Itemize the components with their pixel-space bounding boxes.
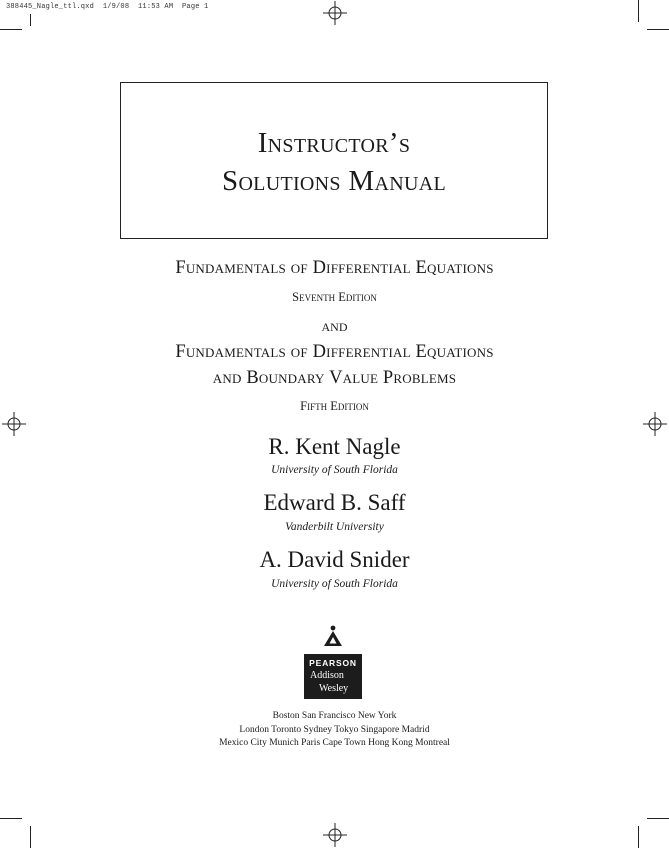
book-1-edition: Seventh Edition — [292, 290, 377, 304]
cities-line: Boston San Francisco New York — [272, 711, 397, 721]
imprint-line-2: Wesley — [319, 683, 349, 694]
book-2-edition: Fifth Edition — [300, 399, 369, 413]
conjunction: and — [321, 316, 348, 335]
print-slug: 388445_Nagle_ttl.qxd 1/9/08 11:53 AM Page 1 — [6, 3, 209, 11]
title-line-1: Instructor’s — [257, 127, 411, 159]
book-1-title: Fundamentals of Differential Equations — [175, 258, 494, 278]
registration-mark-top — [323, 1, 347, 25]
crop-mark-bottom-left — [0, 818, 22, 819]
crop-mark-top-left-vertical — [30, 14, 31, 26]
registration-mark-right — [643, 412, 667, 436]
pearson-logo-box — [304, 654, 362, 699]
pearson-wordmark: PEARSON — [309, 658, 357, 668]
author-name: A. David Snider — [259, 547, 410, 572]
author-affiliation: University of South Florida — [271, 578, 398, 590]
crop-mark-bottom-right-vertical — [638, 826, 639, 848]
author-affiliation: University of South Florida — [271, 464, 398, 476]
book-2-title-line-2: and Boundary Value Problems — [212, 368, 457, 388]
registration-mark-bottom — [323, 823, 347, 847]
author-name: Edward B. Saff — [263, 490, 406, 515]
title-box — [120, 82, 548, 239]
title-line-2: Solutions Manual — [222, 165, 446, 197]
crop-mark-top-right-vertical — [638, 0, 639, 22]
crop-mark-top-left — [0, 29, 22, 30]
crop-mark-bottom-right — [647, 818, 669, 819]
pearson-figure-icon — [304, 625, 362, 647]
crop-mark-top-right — [647, 29, 669, 30]
author-affiliation: Vanderbilt University — [285, 521, 384, 533]
imprint-line-1: Addison — [310, 670, 344, 681]
book-2-title-line-1: Fundamentals of Differential Equations — [175, 342, 494, 362]
cities-line: London Toronto Sydney Tokyo Singapore Madrid — [239, 724, 430, 735]
publisher-cities — [0, 710, 669, 751]
registration-mark-left — [2, 412, 26, 436]
crop-mark-bottom-left-vertical — [30, 826, 31, 848]
cities-line: Mexico City Munich Paris Cape Town Hong Kong Montreal — [219, 738, 450, 748]
pearson-logo — [304, 625, 362, 699]
author-name: R. Kent Nagle — [268, 434, 401, 459]
